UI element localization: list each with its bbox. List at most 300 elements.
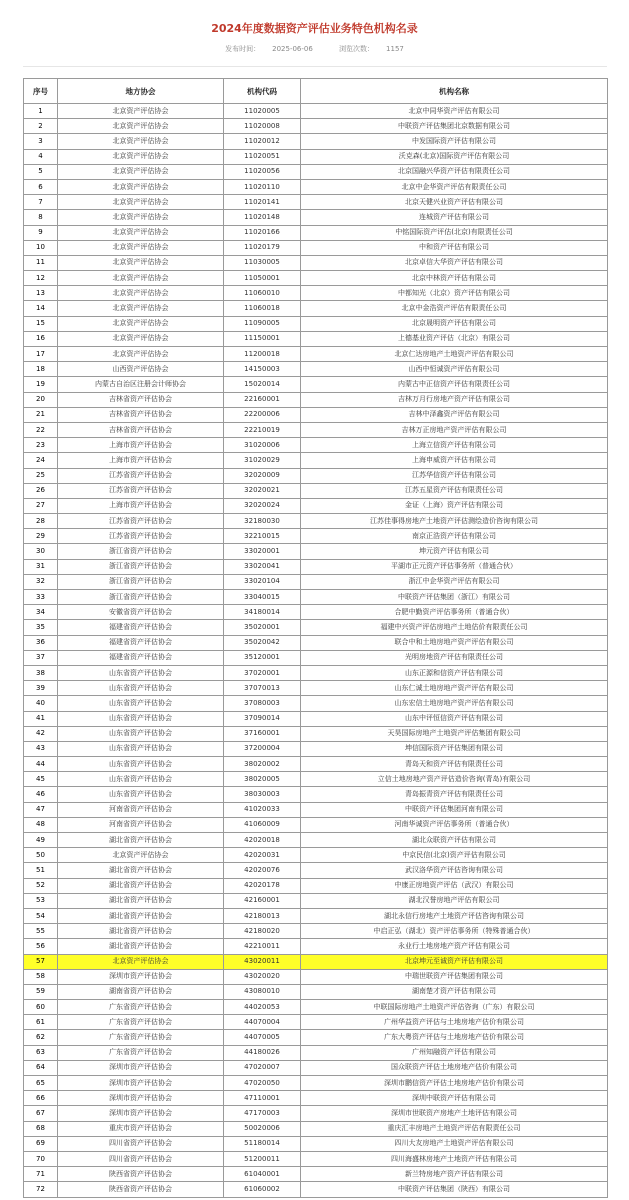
row-index: 58	[24, 969, 58, 984]
row-code: 11050001	[224, 271, 301, 286]
row-association: 深圳市资产评估协会	[58, 1060, 224, 1075]
row-code: 32020021	[224, 483, 301, 498]
row-institution-name: 青岛天和资产评估有限责任公司	[301, 757, 608, 772]
row-association: 山东省资产评估协会	[58, 787, 224, 802]
table-row	[24, 1076, 608, 1091]
row-index: 2	[24, 119, 58, 134]
row-code: 37070013	[224, 681, 301, 696]
row-index: 54	[24, 908, 58, 923]
row-code: 31020029	[224, 453, 301, 468]
table-row	[24, 878, 608, 893]
row-code: 22160001	[224, 392, 301, 407]
row-code: 14150003	[224, 362, 301, 377]
row-index: 10	[24, 240, 58, 255]
row-institution-name: 光明房地资产评估有限责任公司	[301, 650, 608, 665]
row-association: 北京资产评估协会	[58, 149, 224, 164]
row-code: 47110001	[224, 1091, 301, 1106]
table-row	[24, 741, 608, 756]
row-institution-name: 湖北汉誉房地产评估有限公司	[301, 893, 608, 908]
row-institution-name: 广州华益资产评估与土地房地产估价有限公司	[301, 1015, 608, 1030]
table-row	[24, 164, 608, 179]
row-index: 31	[24, 559, 58, 574]
row-association: 重庆市资产评估协会	[58, 1121, 224, 1136]
row-index: 42	[24, 726, 58, 741]
row-index: 68	[24, 1121, 58, 1136]
row-institution-name: 山东正源和信资产评估有限公司	[301, 665, 608, 680]
row-code: 35020001	[224, 620, 301, 635]
row-index: 40	[24, 696, 58, 711]
row-index: 30	[24, 544, 58, 559]
table-row	[24, 104, 608, 119]
row-index: 51	[24, 863, 58, 878]
table-row	[24, 407, 608, 422]
row-association: 福建省资产评估协会	[58, 635, 224, 650]
row-association: 四川省资产评估协会	[58, 1136, 224, 1151]
row-association: 山东省资产评估协会	[58, 741, 224, 756]
row-institution-name: 四川海盛林房地产土地资产评估有限公司	[301, 1151, 608, 1166]
row-index: 57	[24, 954, 58, 969]
row-association: 上海市资产评估协会	[58, 438, 224, 453]
row-code: 33020041	[224, 559, 301, 574]
row-institution-name: 北京仁达房地产土地资产评估有限公司	[301, 347, 608, 362]
row-association: 河南省资产评估协会	[58, 802, 224, 817]
table-row	[24, 119, 608, 134]
table-row	[24, 1030, 608, 1045]
table-row	[24, 271, 608, 286]
row-institution-name: 中联国际房地产土地资产评估咨询（广东）有限公司	[301, 1000, 608, 1015]
row-index: 4	[24, 149, 58, 164]
row-institution-name: 广州知融资产评估有限公司	[301, 1045, 608, 1060]
header-code: 机构代码	[224, 79, 301, 104]
row-code: 42210011	[224, 939, 301, 954]
table-row	[24, 134, 608, 149]
row-institution-name: 中瑞世联资产评估集团有限公司	[301, 969, 608, 984]
row-code: 11020051	[224, 149, 301, 164]
row-institution-name: 新兰特房地产资产评估有限公司	[301, 1167, 608, 1182]
table-row	[24, 924, 608, 939]
row-index: 43	[24, 741, 58, 756]
row-code: 38020005	[224, 772, 301, 787]
row-code: 11020012	[224, 134, 301, 149]
row-institution-name: 上德基业资产评估（北京）有限公司	[301, 331, 608, 346]
row-index: 29	[24, 529, 58, 544]
views-label: 浏览次数：	[339, 45, 375, 53]
row-index: 63	[24, 1045, 58, 1060]
row-institution-name: 坤元资产评估有限公司	[301, 544, 608, 559]
row-association: 湖北省资产评估协会	[58, 833, 224, 848]
row-association: 山东省资产评估协会	[58, 726, 224, 741]
row-code: 47170003	[224, 1106, 301, 1121]
row-code: 43080010	[224, 984, 301, 999]
row-institution-name: 中发国际资产评估有限公司	[301, 134, 608, 149]
row-index: 9	[24, 225, 58, 240]
row-institution-name: 浙江中企华资产评估有限公司	[301, 574, 608, 589]
table-row	[24, 711, 608, 726]
row-institution-name: 吉林万月行房地产资产评估有限公司	[301, 392, 608, 407]
table-row	[24, 590, 608, 605]
row-institution-name: 江苏佳事得房地产土地资产评估测绘造价咨询有限公司	[301, 514, 608, 529]
row-association: 安徽省资产评估协会	[58, 605, 224, 620]
table-row	[24, 635, 608, 650]
row-code: 34180014	[224, 605, 301, 620]
row-code: 44180026	[224, 1045, 301, 1060]
row-code: 11020141	[224, 195, 301, 210]
row-index: 26	[24, 483, 58, 498]
row-index: 64	[24, 1060, 58, 1075]
table-row	[24, 362, 608, 377]
row-association: 广东省资产评估协会	[58, 1015, 224, 1030]
row-association: 吉林省资产评估协会	[58, 422, 224, 437]
row-association: 北京资产评估协会	[58, 134, 224, 149]
table-row	[24, 757, 608, 772]
row-association: 深圳市资产评估协会	[58, 1106, 224, 1121]
row-institution-name: 北京中金浩资产评估有限责任公司	[301, 301, 608, 316]
table-row	[24, 848, 608, 863]
row-code: 37160001	[224, 726, 301, 741]
row-institution-name: 中联资产评估集团河南有限公司	[301, 802, 608, 817]
row-index: 7	[24, 195, 58, 210]
row-institution-name: 中启正弘（湖北）资产评估事务所（特殊普通合伙）	[301, 924, 608, 939]
row-index: 21	[24, 407, 58, 422]
row-code: 11060018	[224, 301, 301, 316]
table-row	[24, 1015, 608, 1030]
row-index: 45	[24, 772, 58, 787]
row-index: 22	[24, 422, 58, 437]
view-count	[333, 45, 410, 53]
row-index: 70	[24, 1151, 58, 1166]
table-row	[24, 559, 608, 574]
row-institution-name: 北京中同华资产评估有限公司	[301, 104, 608, 119]
row-association: 湖北省资产评估协会	[58, 893, 224, 908]
row-institution-name: 青岛振青资产评估有限责任公司	[301, 787, 608, 802]
row-code: 32210015	[224, 529, 301, 544]
row-institution-name: 北京坤元至诚资产评估有限公司	[301, 954, 608, 969]
row-code: 11020008	[224, 119, 301, 134]
row-association: 陕西省资产评估协会	[58, 1167, 224, 1182]
row-association: 广东省资产评估协会	[58, 1030, 224, 1045]
table-row	[24, 893, 608, 908]
row-code: 11020166	[224, 225, 301, 240]
row-code: 44020053	[224, 1000, 301, 1015]
row-institution-name: 联合中和土地房地产资产评估有限公司	[301, 635, 608, 650]
row-institution-name: 广东大粤资产评估与土地房地产估价有限公司	[301, 1030, 608, 1045]
row-association: 深圳市资产评估协会	[58, 969, 224, 984]
table-row	[24, 453, 608, 468]
row-index: 38	[24, 665, 58, 680]
row-institution-name: 重庆汇丰房地产土地资产评估有限责任公司	[301, 1121, 608, 1136]
row-code: 42020076	[224, 863, 301, 878]
row-association: 北京资产评估协会	[58, 104, 224, 119]
row-institution-name: 合肥中勤资产评估事务所（普通合伙）	[301, 605, 608, 620]
row-index: 60	[24, 1000, 58, 1015]
table-row	[24, 696, 608, 711]
row-association: 山东省资产评估协会	[58, 711, 224, 726]
table-row	[24, 665, 608, 680]
row-code: 51180014	[224, 1136, 301, 1151]
row-index: 23	[24, 438, 58, 453]
row-index: 50	[24, 848, 58, 863]
row-index: 61	[24, 1015, 58, 1030]
row-code: 37020001	[224, 665, 301, 680]
row-association: 北京资产评估协会	[58, 271, 224, 286]
row-institution-name: 四川大友房地产土地资产评估有限公司	[301, 1136, 608, 1151]
row-code: 43020011	[224, 954, 301, 969]
table-row	[24, 939, 608, 954]
row-institution-name: 江苏五星资产评估有限责任公司	[301, 483, 608, 498]
row-institution-name: 天昊国际房地产土地资产评估集团有限公司	[301, 726, 608, 741]
row-index: 25	[24, 468, 58, 483]
table-row	[24, 772, 608, 787]
header-institution-name: 机构名称	[301, 79, 608, 104]
row-institution-name: 北京晟明资产评估有限公司	[301, 316, 608, 331]
row-index: 33	[24, 590, 58, 605]
row-association: 福建省资产评估协会	[58, 650, 224, 665]
row-institution-name: 内蒙古中正信资产评估有限责任公司	[301, 377, 608, 392]
table-row	[24, 377, 608, 392]
row-institution-name: 永业行土地房地产资产评估有限公司	[301, 939, 608, 954]
table-row	[24, 650, 608, 665]
row-index: 14	[24, 301, 58, 316]
table-row	[24, 817, 608, 832]
row-index: 8	[24, 210, 58, 225]
row-code: 11020179	[224, 240, 301, 255]
row-index: 55	[24, 924, 58, 939]
row-institution-name: 立信土地房地产资产评估造价咨询(青岛)有限公司	[301, 772, 608, 787]
row-index: 59	[24, 984, 58, 999]
row-association: 北京资产评估协会	[58, 179, 224, 194]
row-association: 北京资产评估协会	[58, 255, 224, 270]
row-association: 北京资产评估协会	[58, 347, 224, 362]
row-institution-name: 吉林中泽鑫资产评估有限公司	[301, 407, 608, 422]
row-code: 33020104	[224, 574, 301, 589]
row-association: 山东省资产评估协会	[58, 681, 224, 696]
row-institution-name: 中康正房地资产评估（武汉）有限公司	[301, 878, 608, 893]
row-association: 北京资产评估协会	[58, 195, 224, 210]
row-code: 11200018	[224, 347, 301, 362]
row-code: 32020009	[224, 468, 301, 483]
row-association: 北京资产评估协会	[58, 954, 224, 969]
row-association: 上海市资产评估协会	[58, 498, 224, 513]
row-index: 19	[24, 377, 58, 392]
row-index: 69	[24, 1136, 58, 1151]
row-institution-name: 北京卓信大华资产评估有限公司	[301, 255, 608, 270]
table-row	[24, 529, 608, 544]
row-code: 37090014	[224, 711, 301, 726]
row-code: 22200006	[224, 407, 301, 422]
table-row	[24, 468, 608, 483]
row-association: 北京资产评估协会	[58, 286, 224, 301]
row-code: 37080003	[224, 696, 301, 711]
row-institution-name: 山东宏信土地房地产资产评估有限公司	[301, 696, 608, 711]
row-institution-name: 湖北永信行房地产土地资产评估咨询有限公司	[301, 908, 608, 923]
table-row	[24, 438, 608, 453]
publish-date: 2025-06-06	[272, 45, 313, 53]
row-association: 四川省资产评估协会	[58, 1151, 224, 1166]
row-institution-name: 中京民信(北京)资产评估有限公司	[301, 848, 608, 863]
row-institution-name: 北京中林资产评估有限公司	[301, 271, 608, 286]
row-code: 42160001	[224, 893, 301, 908]
row-institution-name: 湖南楚才资产评估有限公司	[301, 984, 608, 999]
table-row	[24, 514, 608, 529]
row-association: 山东省资产评估协会	[58, 772, 224, 787]
row-code: 32020024	[224, 498, 301, 513]
row-code: 11090005	[224, 316, 301, 331]
article-meta	[0, 44, 629, 54]
table-row	[24, 1045, 608, 1060]
row-index: 67	[24, 1106, 58, 1121]
row-association: 湖南省资产评估协会	[58, 984, 224, 999]
row-institution-name: 武汉洛华资产评估咨询有限公司	[301, 863, 608, 878]
row-institution-name: 河南华诚资产评估事务所（普通合伙）	[301, 817, 608, 832]
row-index: 15	[24, 316, 58, 331]
row-code: 42020031	[224, 848, 301, 863]
table-row	[24, 179, 608, 194]
table-row	[24, 726, 608, 741]
row-code: 35020042	[224, 635, 301, 650]
row-institution-name: 中都知光（北京）资产评估有限公司	[301, 286, 608, 301]
table-row	[24, 1182, 608, 1197]
row-index: 36	[24, 635, 58, 650]
table-row	[24, 316, 608, 331]
table-row	[24, 787, 608, 802]
row-index: 16	[24, 331, 58, 346]
table-header-row	[24, 79, 608, 104]
table-row	[24, 347, 608, 362]
row-code: 22210019	[224, 422, 301, 437]
row-index: 34	[24, 605, 58, 620]
row-association: 北京资产评估协会	[58, 119, 224, 134]
table-row	[24, 195, 608, 210]
table-row	[24, 498, 608, 513]
table-row	[24, 286, 608, 301]
row-institution-name: 北京国融兴华资产评估有限责任公司	[301, 164, 608, 179]
table-row	[24, 483, 608, 498]
row-institution-name: 中和资产评估有限公司	[301, 240, 608, 255]
publish-time	[219, 45, 319, 53]
row-institution-name: 江苏华信资产评估有限公司	[301, 468, 608, 483]
row-index: 32	[24, 574, 58, 589]
row-code: 42020018	[224, 833, 301, 848]
table-row	[24, 1060, 608, 1075]
row-index: 18	[24, 362, 58, 377]
row-index: 12	[24, 271, 58, 286]
table-row	[24, 802, 608, 817]
row-association: 北京资产评估协会	[58, 164, 224, 179]
row-association: 山东省资产评估协会	[58, 665, 224, 680]
divider	[23, 66, 607, 67]
row-institution-name: 山西中恒诚资产评估有限公司	[301, 362, 608, 377]
row-institution-name: 平湖市正元资产评估事务所（普通合伙）	[301, 559, 608, 574]
row-index: 56	[24, 939, 58, 954]
row-association: 山东省资产评估协会	[58, 696, 224, 711]
row-association: 北京资产评估协会	[58, 848, 224, 863]
row-institution-name: 北京天健兴业资产评估有限公司	[301, 195, 608, 210]
row-institution-name: 坤信国际资产评估集团有限公司	[301, 741, 608, 756]
row-institution-name: 深圳中联资产评估有限公司	[301, 1091, 608, 1106]
row-association: 北京资产评估协会	[58, 225, 224, 240]
row-institution-name: 福建中兴资产评估房地产土地估价有限责任公司	[301, 620, 608, 635]
table-row	[24, 908, 608, 923]
row-code: 61060002	[224, 1182, 301, 1197]
row-association: 浙江省资产评估协会	[58, 544, 224, 559]
row-index: 11	[24, 255, 58, 270]
row-association: 福建省资产评估协会	[58, 620, 224, 635]
row-code: 35120001	[224, 650, 301, 665]
row-code: 38020002	[224, 757, 301, 772]
table-row	[24, 225, 608, 240]
row-institution-name: 上海申威资产评估有限公司	[301, 453, 608, 468]
table-row	[24, 1121, 608, 1136]
institution-table	[23, 78, 608, 1198]
page-title: 2024年度数据资产评估业务特色机构名录	[211, 22, 418, 35]
row-association: 吉林省资产评估协会	[58, 407, 224, 422]
row-association: 江苏省资产评估协会	[58, 468, 224, 483]
row-index: 49	[24, 833, 58, 848]
row-code: 32180030	[224, 514, 301, 529]
row-institution-name: 深圳市世联资产房地产土地评估有限公司	[301, 1106, 608, 1121]
row-association: 浙江省资产评估协会	[58, 574, 224, 589]
row-association: 北京资产评估协会	[58, 316, 224, 331]
row-code: 43020020	[224, 969, 301, 984]
table-row	[24, 392, 608, 407]
row-index: 17	[24, 347, 58, 362]
row-code: 37200004	[224, 741, 301, 756]
table-row	[24, 1151, 608, 1166]
row-index: 72	[24, 1182, 58, 1197]
row-index: 47	[24, 802, 58, 817]
row-association: 湖北省资产评估协会	[58, 908, 224, 923]
row-index: 37	[24, 650, 58, 665]
header-index: 序号	[24, 79, 58, 104]
table-row	[24, 574, 608, 589]
table-body	[24, 104, 608, 1198]
row-index: 52	[24, 878, 58, 893]
row-association: 广东省资产评估协会	[58, 1045, 224, 1060]
row-association: 山西资产评估协会	[58, 362, 224, 377]
row-association: 北京资产评估协会	[58, 331, 224, 346]
row-index: 66	[24, 1091, 58, 1106]
table-row	[24, 969, 608, 984]
row-code: 50020006	[224, 1121, 301, 1136]
row-index: 44	[24, 757, 58, 772]
table-row	[24, 1000, 608, 1015]
row-association: 陕西省资产评估协会	[58, 1182, 224, 1197]
row-institution-name: 沃克森(北京)国际资产评估有限公司	[301, 149, 608, 164]
table-row	[24, 1136, 608, 1151]
row-code: 51200011	[224, 1151, 301, 1166]
row-code: 42020178	[224, 878, 301, 893]
row-institution-name: 中铭国际资产评估(北京)有限责任公司	[301, 225, 608, 240]
table-row	[24, 984, 608, 999]
views-value: 1157	[386, 45, 404, 53]
row-association: 山东省资产评估协会	[58, 757, 224, 772]
row-association: 江苏省资产评估协会	[58, 529, 224, 544]
table-row	[24, 863, 608, 878]
row-index: 62	[24, 1030, 58, 1045]
row-association: 湖北省资产评估协会	[58, 878, 224, 893]
row-association: 江苏省资产评估协会	[58, 514, 224, 529]
row-code: 11020110	[224, 179, 301, 194]
row-code: 33020001	[224, 544, 301, 559]
table-row	[24, 833, 608, 848]
row-index: 71	[24, 1167, 58, 1182]
table-row	[24, 149, 608, 164]
row-institution-name: 深圳市鹏信资产评估土地房地产估价有限公司	[301, 1076, 608, 1091]
row-code: 38030003	[224, 787, 301, 802]
row-index: 5	[24, 164, 58, 179]
row-index: 13	[24, 286, 58, 301]
row-association: 上海市资产评估协会	[58, 453, 224, 468]
